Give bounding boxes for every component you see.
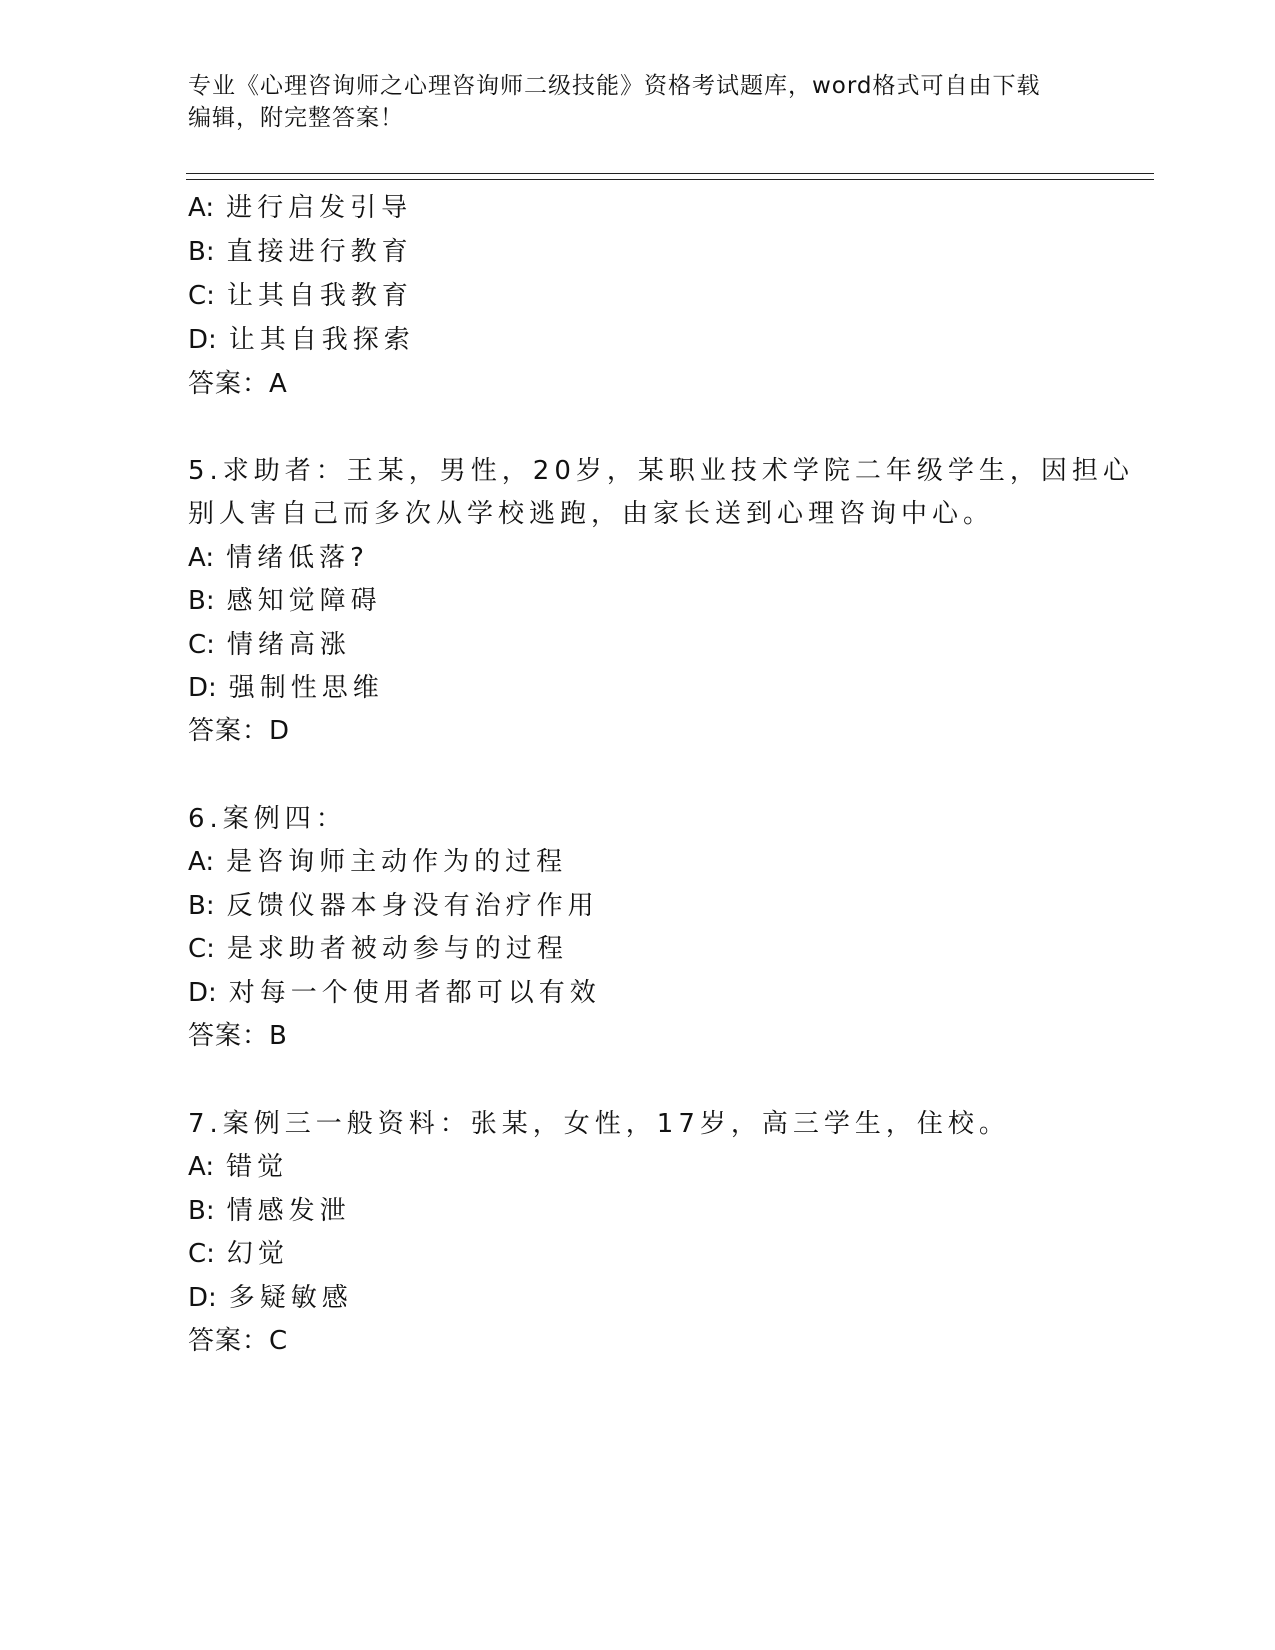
option-text: 直接进行教育 [226, 237, 413, 267]
q4-option-b [188, 235, 413, 269]
option-letter: D: [188, 325, 217, 355]
q5-answer: 答案：D [188, 716, 291, 746]
option-letter: A: [188, 847, 215, 877]
option-letter: B: [188, 1196, 215, 1226]
q7-answer: 答案：C [188, 1326, 289, 1356]
q4-option-a [188, 191, 412, 225]
option-text: 情绪低落? [226, 543, 369, 573]
option-letter: C: [188, 934, 215, 964]
q6-answer: 答案：B [188, 1021, 288, 1051]
q5-option-b [188, 584, 382, 618]
q6-stem-line-1: 6.案例四： [188, 804, 347, 834]
q5-stem-line-2: 别人害自己而多次从学校逃跑，由家长送到心理咨询中心。 [188, 499, 995, 529]
option-text: 多疑敏感 [228, 1283, 353, 1313]
q6-option-a [188, 845, 567, 879]
q5-stem-line-1: 5.求助者：王某，男性，20岁，某职业技术学院二年级学生，因担心 [188, 456, 1134, 486]
q4-option-d [188, 323, 415, 357]
option-text: 强制性思维 [228, 673, 384, 703]
option-letter: C: [188, 281, 215, 311]
option-text: 是求助者被动参与的过程 [226, 934, 568, 964]
option-letter: D: [188, 673, 217, 703]
header-rule-bottom [186, 179, 1154, 180]
option-letter: B: [188, 586, 215, 616]
q5-option-a [188, 541, 369, 575]
option-letter: A: [188, 1152, 215, 1182]
q7-option-d [188, 1281, 353, 1315]
document-header [188, 70, 1068, 134]
option-text: 感知觉障碍 [226, 586, 382, 616]
q7-option-b [188, 1194, 351, 1228]
option-letter: A: [188, 193, 215, 223]
header-line-2: 编辑，附完整答案！ [188, 105, 404, 131]
option-letter: B: [188, 891, 215, 921]
q4-option-c [188, 279, 413, 313]
q7-option-c [188, 1237, 289, 1271]
header-rule-top [186, 173, 1154, 174]
option-letter: C: [188, 630, 215, 660]
q6-option-c [188, 932, 568, 966]
header-line-1: 专业《心理咨询师之心理咨询师二级技能》资格考试题库，word格式可自由下载 [188, 73, 1041, 99]
option-text: 让其自我教育 [226, 281, 413, 311]
option-text: 是咨询师主动作为的过程 [226, 847, 568, 877]
option-text: 幻觉 [226, 1239, 289, 1269]
q6-option-b [188, 889, 599, 923]
q7-stem-line-1: 7.案例三一般资料：张某，女性，17岁，高三学生，住校。 [188, 1109, 1010, 1139]
option-letter: C: [188, 1239, 215, 1269]
q4-answer: 答案：A [188, 369, 288, 399]
option-letter: D: [188, 1283, 217, 1313]
q5-option-c [188, 628, 351, 662]
option-text: 情绪高涨 [226, 630, 351, 660]
option-text: 反馈仪器本身没有治疗作用 [226, 891, 599, 921]
q6-option-d [188, 976, 601, 1010]
option-text: 对每一个使用者都可以有效 [228, 978, 601, 1008]
option-text: 情感发泄 [226, 1196, 351, 1226]
option-text: 错觉 [226, 1152, 289, 1182]
q7-option-a [188, 1150, 288, 1184]
option-text: 进行启发引导 [226, 193, 413, 223]
q5-option-d [188, 671, 384, 705]
option-letter: D: [188, 978, 217, 1008]
option-letter: B: [188, 237, 215, 267]
option-letter: A: [188, 543, 215, 573]
option-text: 让其自我探索 [228, 325, 415, 355]
